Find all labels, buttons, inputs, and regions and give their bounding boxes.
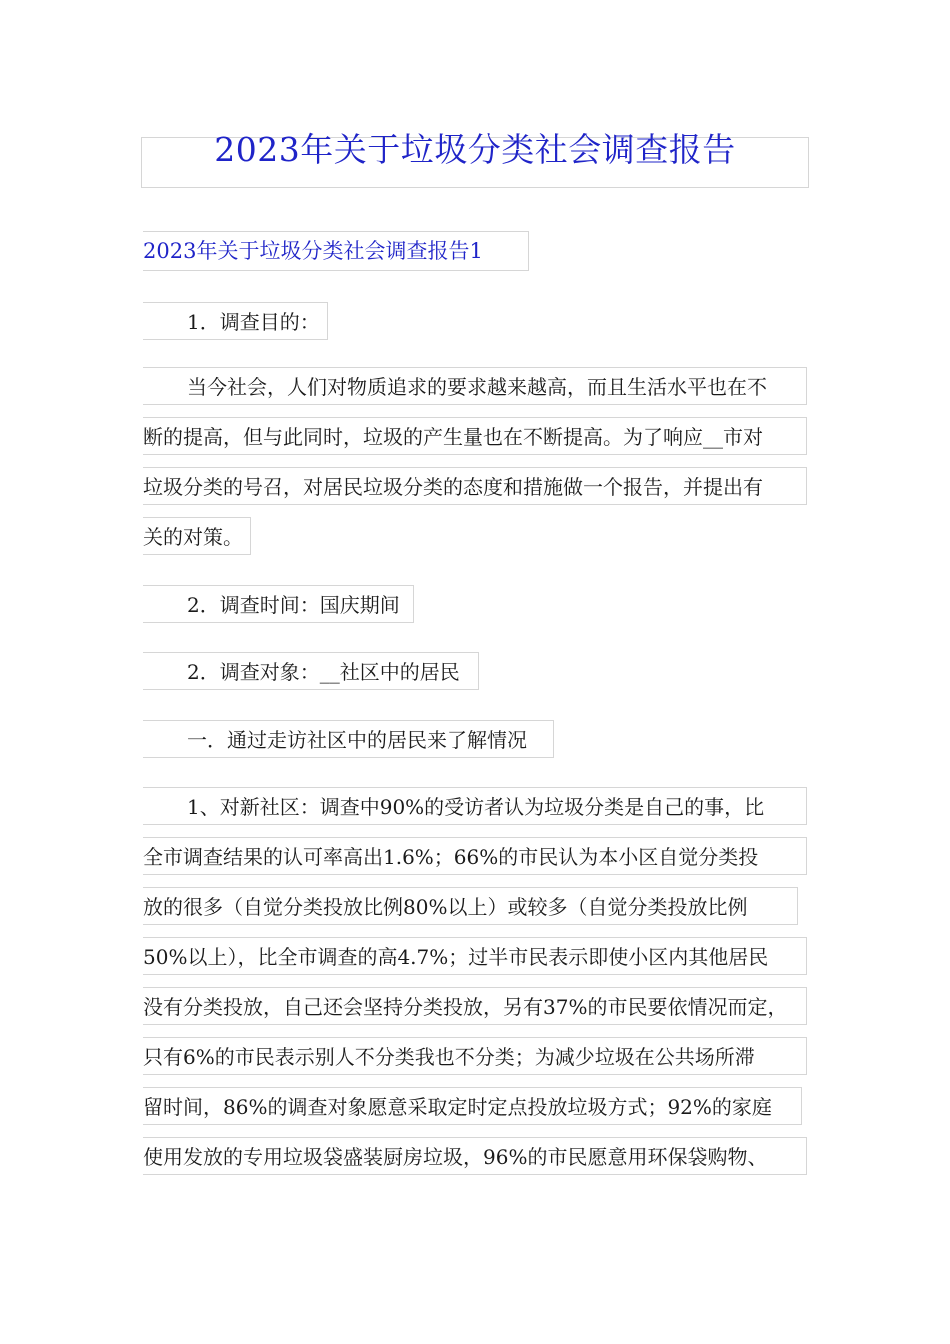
paragraph-line: 关的对策。 <box>143 517 251 555</box>
paragraph-line: 1、对新社区：调查中90%的受访者认为垃圾分类是自己的事，比 <box>143 787 807 825</box>
section-survey-purpose: 1．调查目的： <box>143 302 328 340</box>
section-method-heading: 一．通过走访社区中的居民来了解情况 <box>143 720 554 758</box>
paragraph-line: 使用发放的专用垃圾袋盛装厨房垃圾，96%的市民愿意用环保袋购物、 <box>143 1137 807 1175</box>
report-section-heading: 2023年关于垃圾分类社会调查报告1 <box>143 231 529 271</box>
section-survey-subjects: 2．调查对象：__社区中的居民 <box>143 652 479 690</box>
paragraph-line: 留时间，86%的调查对象愿意采取定时定点投放垃圾方式；92%的家庭 <box>143 1087 802 1125</box>
paragraph-line: 当今社会，人们对物质追求的要求越来越高，而且生活水平也在不 <box>143 367 807 405</box>
paragraph-line: 只有6%的市民表示别人不分类我也不分类；为减少垃圾在公共场所滞 <box>143 1037 807 1075</box>
paragraph-line: 50%以上），比全市调查的高4.7%；过半市民表示即使小区内其他居民 <box>143 937 807 975</box>
paragraph-line: 全市调查结果的认可率高出1.6%；66%的市民认为本小区自觉分类投 <box>143 837 807 875</box>
paragraph-line: 垃圾分类的号召，对居民垃圾分类的态度和措施做一个报告，并提出有 <box>143 467 807 505</box>
section-survey-time: 2．调查时间：国庆期间 <box>143 585 414 623</box>
paragraph-line: 没有分类投放，自己还会坚持分类投放，另有37%的市民要依情况而定， <box>143 987 807 1025</box>
paragraph-line: 断的提高，但与此同时，垃圾的产生量也在不断提高。为了响应__市对 <box>143 417 807 455</box>
document-title: 2023年关于垃圾分类社会调查报告 <box>141 137 809 188</box>
paragraph-line: 放的很多（自觉分类投放比例80%以上）或较多（自觉分类投放比例 <box>143 887 798 925</box>
